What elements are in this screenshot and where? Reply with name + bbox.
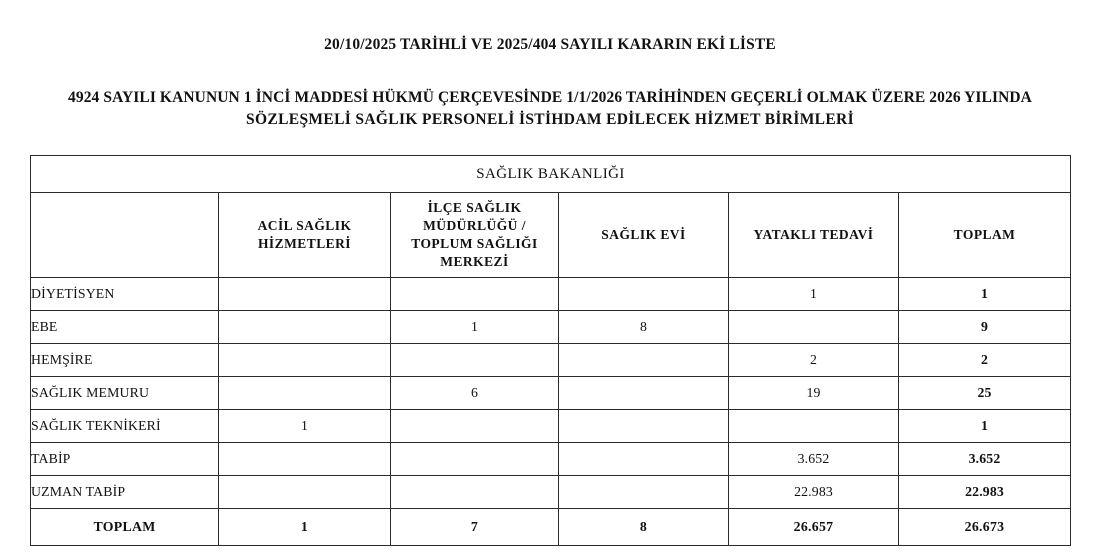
cell-toplam: 9 — [899, 311, 1071, 344]
page-subtitle-line-1: 4924 SAYILI KANUNUN 1 İNCİ MADDESİ HÜKMÜ ÇERÇEVESİNDE 1/1/2026 TARİHİNDEN GEÇERLİ OLMAK ÜZERE 2026 YILINDA — [68, 88, 1032, 106]
cell-toplam: 3.652 — [899, 443, 1071, 476]
total-yatakli-tedavi: 26.657 — [729, 509, 899, 546]
cell-saglik-evi — [559, 410, 729, 443]
table-total-row — [31, 509, 1071, 546]
page-subtitle-line-2: SÖZLEŞMELİ SAĞLIK PERSONELİ İSTİHDAM EDİLECEK HİZMET BİRİMLERİ — [246, 111, 854, 129]
cell-yatakli-tedavi — [729, 410, 899, 443]
cell-ilce — [391, 443, 559, 476]
total-toplam: 26.673 — [899, 509, 1071, 546]
listing-table-container — [30, 155, 1070, 546]
column-header-acil-saglik-hizmetleri: ACİL SAĞLIK HİZMETLERİ — [219, 193, 391, 278]
column-header-toplam: TOPLAM — [899, 193, 1071, 278]
subtitle-block — [0, 87, 1100, 132]
cell-yatakli-tedavi: 1 — [729, 278, 899, 311]
cell-ilce — [391, 410, 559, 443]
table-org-header-row — [31, 156, 1071, 193]
table-row — [31, 311, 1071, 344]
cell-acil — [219, 476, 391, 509]
column-header-corner — [31, 193, 219, 278]
org-header-cell: SAĞLIK BAKANLIĞI — [31, 156, 1071, 193]
cell-acil — [219, 344, 391, 377]
column-header-saglik-evi: SAĞLIK EVİ — [559, 193, 729, 278]
cell-toplam: 1 — [899, 278, 1071, 311]
cell-acil — [219, 278, 391, 311]
row-label: SAĞLIK MEMURU — [31, 377, 219, 410]
total-saglik-evi: 8 — [559, 509, 729, 546]
cell-acil — [219, 311, 391, 344]
cell-acil — [219, 377, 391, 410]
total-acil: 1 — [219, 509, 391, 546]
column-header-ilce-saglik-mudurlugu-toplum-sagligi-merkezi: İLÇE SAĞLIK MÜDÜRLÜĞÜ / TOPLUM SAĞLIĞI MERKEZİ — [391, 193, 559, 278]
cell-ilce — [391, 344, 559, 377]
table-row — [31, 278, 1071, 311]
cell-ilce — [391, 278, 559, 311]
table-row — [31, 377, 1071, 410]
cell-yatakli-tedavi: 19 — [729, 377, 899, 410]
cell-toplam: 1 — [899, 410, 1071, 443]
cell-ilce — [391, 476, 559, 509]
cell-saglik-evi — [559, 443, 729, 476]
cell-yatakli-tedavi: 22.983 — [729, 476, 899, 509]
total-ilce: 7 — [391, 509, 559, 546]
cell-saglik-evi — [559, 344, 729, 377]
cell-acil: 1 — [219, 410, 391, 443]
cell-yatakli-tedavi: 3.652 — [729, 443, 899, 476]
table-row — [31, 344, 1071, 377]
staffing-table — [30, 155, 1071, 546]
cell-acil — [219, 443, 391, 476]
title-block — [0, 0, 1100, 55]
row-label: UZMAN TABİP — [31, 476, 219, 509]
row-label: HEMŞİRE — [31, 344, 219, 377]
cell-saglik-evi — [559, 476, 729, 509]
cell-ilce: 1 — [391, 311, 559, 344]
column-header-yatakli-tedavi: YATAKLI TEDAVİ — [729, 193, 899, 278]
cell-toplam: 25 — [899, 377, 1071, 410]
table-column-header-row — [31, 193, 1071, 278]
cell-ilce: 6 — [391, 377, 559, 410]
row-label: SAĞLIK TEKNİKERİ — [31, 410, 219, 443]
row-label: EBE — [31, 311, 219, 344]
table-row — [31, 443, 1071, 476]
table-row — [31, 410, 1071, 443]
total-row-label: TOPLAM — [31, 509, 219, 546]
cell-yatakli-tedavi: 2 — [729, 344, 899, 377]
cell-toplam: 2 — [899, 344, 1071, 377]
cell-saglik-evi — [559, 278, 729, 311]
table-row — [31, 476, 1071, 509]
page-title: 20/10/2025 TARİHLİ VE 2025/404 SAYILI KARARIN EKİ LİSTE — [324, 36, 776, 53]
cell-saglik-evi — [559, 377, 729, 410]
cell-yatakli-tedavi — [729, 311, 899, 344]
row-label: DİYETİSYEN — [31, 278, 219, 311]
row-label: TABİP — [31, 443, 219, 476]
cell-toplam: 22.983 — [899, 476, 1071, 509]
cell-saglik-evi: 8 — [559, 311, 729, 344]
